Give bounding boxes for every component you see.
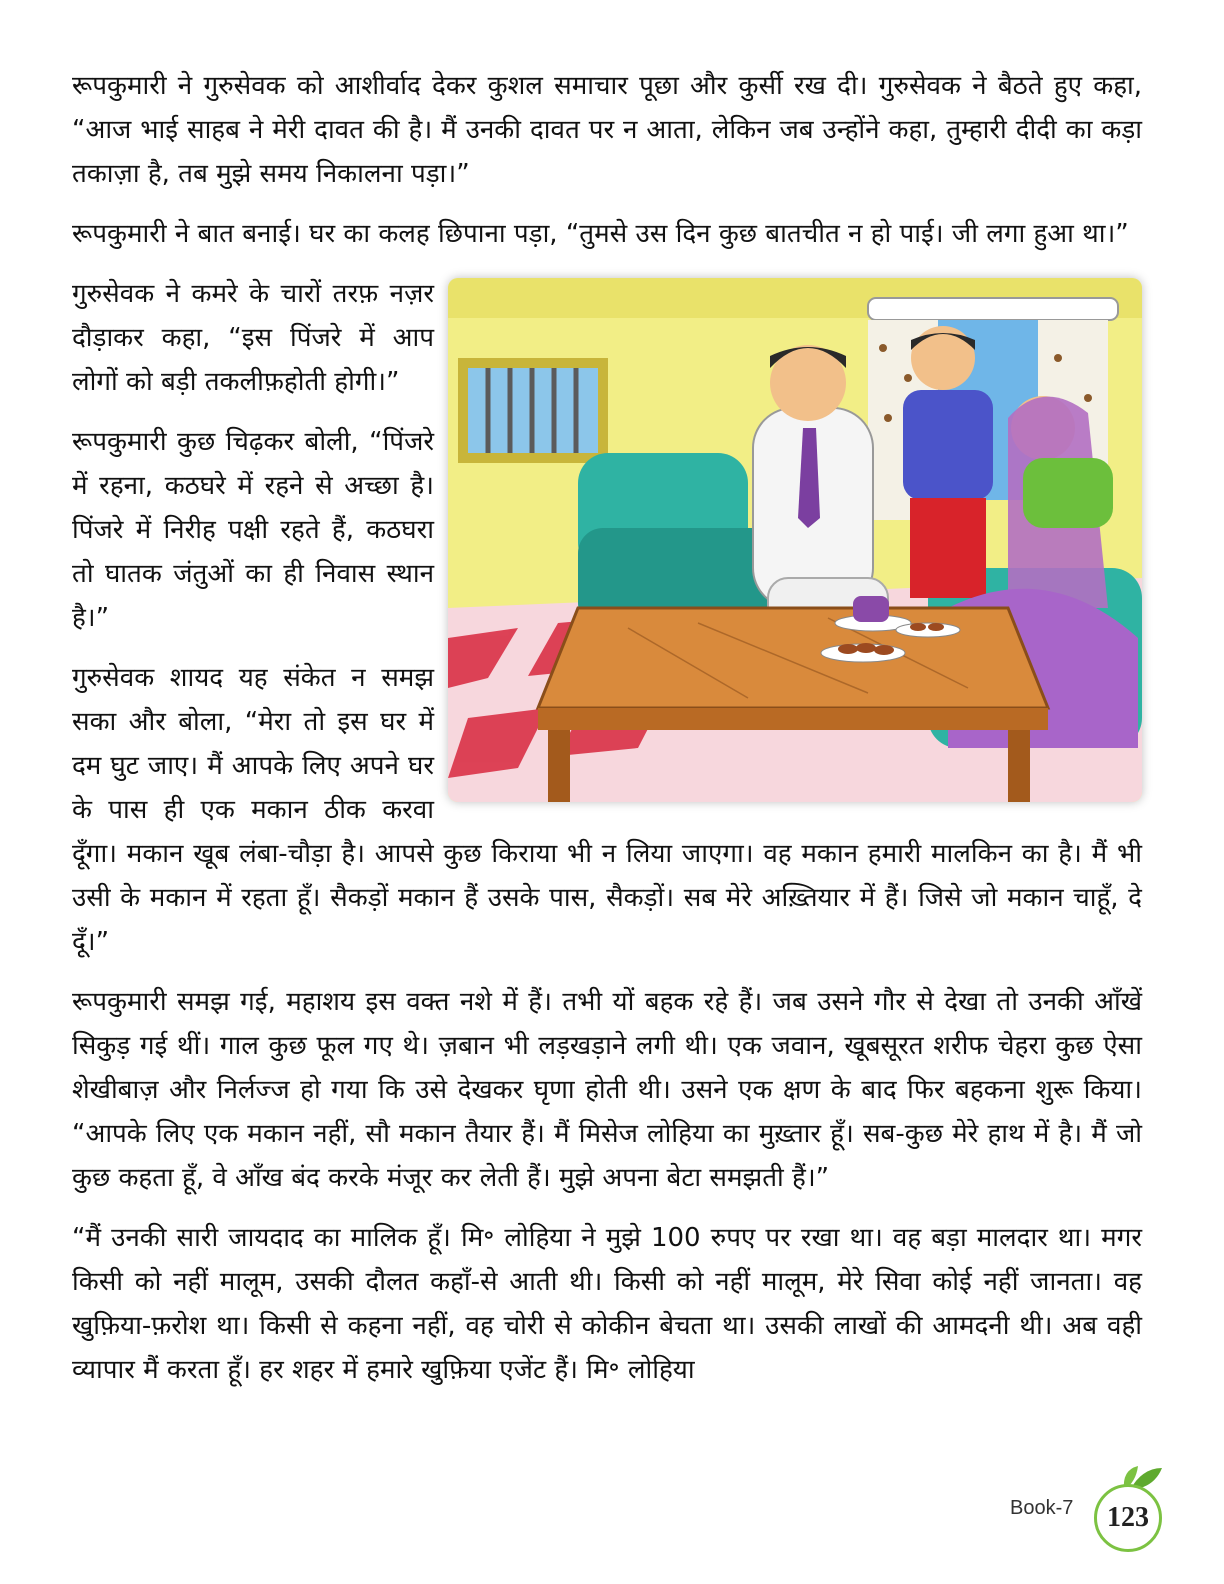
paragraph-4: रूपकुमारी कुछ चिढ़कर बोली, “पिंजरे में रहना, कठघरे में रहने से अच्छा है। पिंजरे में निरीह पक्षी रहते हैं, कठघरा तो घातक जंतुओं का ही निवास स्थान है।” (72, 427, 434, 633)
page-content (72, 64, 1142, 1392)
illustrated-section (72, 272, 1142, 964)
paragraph-2: रूपकुमारी ने बात बनाई। घर का कलह छिपाना पड़ा, “तुमसे उस दिन कुछ बातचीत न हो पाई। जी लगा हुआ था।” (72, 219, 1129, 249)
page-number: 123 (1107, 1502, 1149, 1533)
paragraph-7: “मैं उनकी सारी जायदाद का मालिक हूँ। मि॰ लोहिया ने मुझे 100 रुपए पर रखा था। वह बड़ा मालदार था। मगर किसी को नहीं मालूम, उसकी दौलत कहाँ-से आती थी। किसी को नहीं मालूम, मेरे सिवा कोई नहीं जानता। वह खुफ़िया-फ़रोश था। किसी से कहना नहीं, वह चोरी से कोकीन बेचता था। उसकी लाखों की आमदनी थी। अब वही व्यापार मैं करता हूँ। हर शहर में हमारे खुफ़िया एजेंट हैं। मि॰ लोहिया (72, 1223, 1142, 1385)
paragraph-6: रूपकुमारी समझ गई, महाशय इस वक्त नशे में हैं। तभी यों बहक रहे हैं। जब उसने गौर से देखा तो उनकी आँखें सिकुड़ गई थीं। गाल कुछ फूल गए थे। ज़बान भी लड़खड़ाने लगी थी। एक जवान, खूबसूरत शरीफ चेहरा कुछ ऐसा शेखीबाज़ और निर्लज्ज हो गया कि उसे देखकर घृणा होती थी। उसने एक क्षण के बाद फिर बहकना शुरू किया। “आपके लिए एक मकान नहीं, सौ मकान तैयार हैं। मैं मिसेज लोहिया का मुख़्तार हूँ। सब-कुछ मेरे हाथ में है। मैं जो कुछ कहता हूँ, वे आँख बंद करके मंजूर कर लेती हैं। मुझे अपना बेटा समझती हैं।” (72, 987, 1142, 1193)
story-illustration (448, 278, 1142, 802)
book-label: Book-7 (1010, 1497, 1074, 1519)
page-number-badge (1094, 1484, 1162, 1552)
paragraph-3: गुरुसेवक ने कमरे के चारों तरफ़ नज़र दौड़ाकर कहा, “इस पिंजरे में आप लोगों को बड़ी तकलीफ़होती होगी।” (72, 279, 434, 397)
paragraph-5: गुरुसेवक शायद यह संकेत न समझ सका और बोला, “मेरा तो इस घर में दम घुट जाए। मैं आपके लिए अपने घर के पास ही एक मकान ठीक करवा दूँगा। मकान खूब लंबा-चौड़ा है। आपसे कुछ किराया भी न लिया जाएगा। वह मकान हमारी मालकिन का है। मैं भी उसी के मकान में रहता हूँ। सैकड़ों मकान हैं उसके पास, सैकड़ों। सब मेरे अख़्तियार में हैं। जिसे जो मकान चाहूँ, दे दूँ।” (72, 663, 1142, 957)
paragraph-1: रूपकुमारी ने गुरुसेवक को आशीर्वाद देकर कुशल समाचार पूछा और कुर्सी रख दी। गुरुसेवक ने बैठते हुए कहा, “आज भाई साहब ने मेरी दावत की है। मैं उनकी दावत पर न आता, लेकिन जब उन्होंने कहा, तुम्हारी दीदी का कड़ा तकाज़ा है, तब मुझे समय निकालना पड़ा।” (72, 71, 1142, 189)
